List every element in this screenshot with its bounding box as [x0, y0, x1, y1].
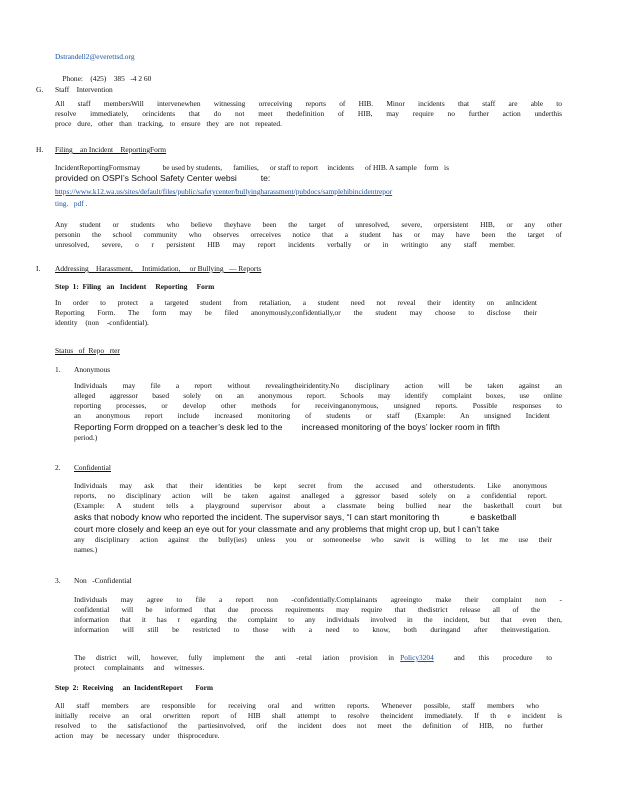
step1-heading: Step 1: Filing an Incident Reporting Form — [55, 282, 215, 291]
text-line: confidential will be informed that due process requirements may require that thedistrict release all of the — [74, 605, 540, 614]
text-line: information will still be restricted to those with a need to know, both duringand after theinvestigation. — [74, 625, 550, 634]
status-of-reporter-heading: Status of Repo rter — [55, 346, 120, 355]
text-line: resolve immediately, orincidents that do not meet thedefinition of HIB, may require no further action underthis — [55, 109, 562, 118]
section-h-line1: IncidentReportingFormsmay be used by students, families, or staff to report incidents of HIB. A sample form is — [55, 163, 449, 172]
policy-3204-link[interactable]: Policy3204 — [400, 653, 434, 662]
policy-line-2: protect complainants and witnesses. — [74, 663, 205, 672]
text-line: All staff membersWill intervenewhen witnessing orreceiving reports of HIB. Minor incidents that staff are able to — [55, 99, 562, 108]
section-i-letter: I. — [36, 264, 41, 273]
text-line: court more closely and keep an eye out for your classmate and any problems that might crop up, but I can’t take — [74, 524, 500, 534]
section-g-title: Staff Intervention — [55, 85, 113, 94]
text-line: initially receive an oral orwritten report of HIB shall attempt to resolve theincident immediately. If th e incident is — [55, 711, 562, 720]
step1-paragraph — [55, 298, 537, 328]
text-line: any disciplinary action against the bully(ies) unless you or someoneelse who sawit is willing to let me use their — [74, 535, 552, 544]
section-h-title: Filing an Incident ReportingForm — [55, 145, 167, 154]
text-line: Individuals may file a report without revealingtheiridentity.No disciplinary action will be taken against an — [74, 381, 562, 390]
item-3-paragraph — [74, 595, 562, 635]
text-line: alleged aggressor based solely on an anonymous report. Schools may identify complaint boxes, use online — [74, 391, 562, 400]
text-line: Reporting Form. The form may be filed anonymously,confidentially,or the student may choose to disclose their — [55, 308, 537, 317]
text-line: asks that nobody know who reported the incident. The supervisor says, “I can start monitoring th e basketball — [74, 512, 517, 522]
item-1-title: Anonymous — [74, 365, 111, 374]
item-2-title: Confidential — [74, 463, 111, 472]
sample-form-link[interactable]: https://www.k12.wa.us/sites/default/files/public/safetycenter/bullyingharassment/pubdocs/samplehibincidentrepor — [55, 187, 393, 196]
text-line: In order to protect a targeted student from retaliation, a student need not reveal their identity on anIncident — [55, 298, 537, 307]
text-line: resolved to the satisfactionof the partiesinvolved, orif the incident does not meet the definition of HIB, no further — [55, 721, 543, 730]
section-h-line2: provided on OSPI’s School Safety Center websi te: — [55, 173, 271, 183]
text-line: personin the school community who observes orreceives notice that a student has or may have been the target of — [55, 230, 562, 239]
text-line: action may be necessary under thisprocedure. — [55, 731, 220, 740]
phone-number: (425) 385 -4 2 60 — [90, 74, 152, 83]
text-line: unresolved, severe, o r persistent HIB may report incidents verbally or in writingto any staff member. — [55, 240, 515, 249]
text-line: information that it has r egarding the complaint to any individuals involved in the incident, but that even then, — [74, 615, 562, 624]
text-line: Any student or students who believe theyhave been the target of unresolved, severe, orpersistent HIB, or any other — [55, 220, 562, 229]
text-line: reporting processes, or develop other methods for receivinganonymous, unsigned reports. Possible responses to — [74, 401, 562, 410]
text-line: names.) — [74, 545, 98, 554]
text-line: Individuals may agree to file a report non -confidentially.Complainants agreeingto make their complaint non - — [74, 595, 562, 604]
text-line: identity (non -confidential). — [55, 318, 149, 327]
section-h-letter: H. — [36, 145, 44, 154]
policy-text-pre: The district will, however, fully implement the anti -retal iation provision in — [74, 653, 394, 662]
text-line: (Example: A student tells a playground supervisor about a classmate being bullied near the basketball court but — [74, 501, 562, 510]
item-2-paragraph — [74, 481, 562, 555]
item-3-number: 3. — [55, 576, 61, 585]
policy-line — [74, 653, 552, 663]
text-line: reports, no disciplinary action will be taken against analleged a ggressor based solely on a confidential report. — [74, 491, 547, 500]
policy-text-post: and this procedure to — [453, 653, 552, 662]
section-g-letter: G. — [36, 85, 44, 94]
contact-email[interactable]: Dstrandell2@everettsd.org — [55, 52, 135, 61]
item-3-title: Non -Confidential — [74, 576, 132, 585]
item-1-paragraph — [74, 381, 562, 443]
section-g-paragraph — [55, 99, 562, 129]
text-line: All staff members are responsible for receiving oral and written reports. Whenever possible, staff members who — [55, 701, 539, 710]
text-line: Individuals may ask that their identities be kept secret from the accused and otherstudents. Like anonymous — [74, 481, 547, 490]
section-h-paragraph — [55, 220, 562, 250]
text-line: Reporting Form dropped on a teacher’s desk led to the increased monitoring of the boys’ locker room in fifth — [74, 422, 500, 432]
text-line: period.) — [74, 433, 98, 442]
item-1-number: 1. — [55, 365, 61, 374]
sample-form-link-cont[interactable]: ting. pdf . — [55, 199, 88, 208]
text-line: an anonymous report include increased monitoring of students or staff (Example: An unsigned Incident — [74, 411, 550, 420]
item-2-number: 2. — [55, 463, 61, 472]
text-line: proce dure, other than tracking, to ensure they are not repeated. — [55, 119, 282, 128]
step2-heading: Step 2: Receiving an IncidentReport Form — [55, 683, 214, 692]
section-i-title: Addressing Harassment, Intimidation, or Bullying — Reports — [55, 264, 262, 273]
step2-paragraph — [55, 701, 562, 741]
phone-label: Phone: — [62, 74, 83, 83]
